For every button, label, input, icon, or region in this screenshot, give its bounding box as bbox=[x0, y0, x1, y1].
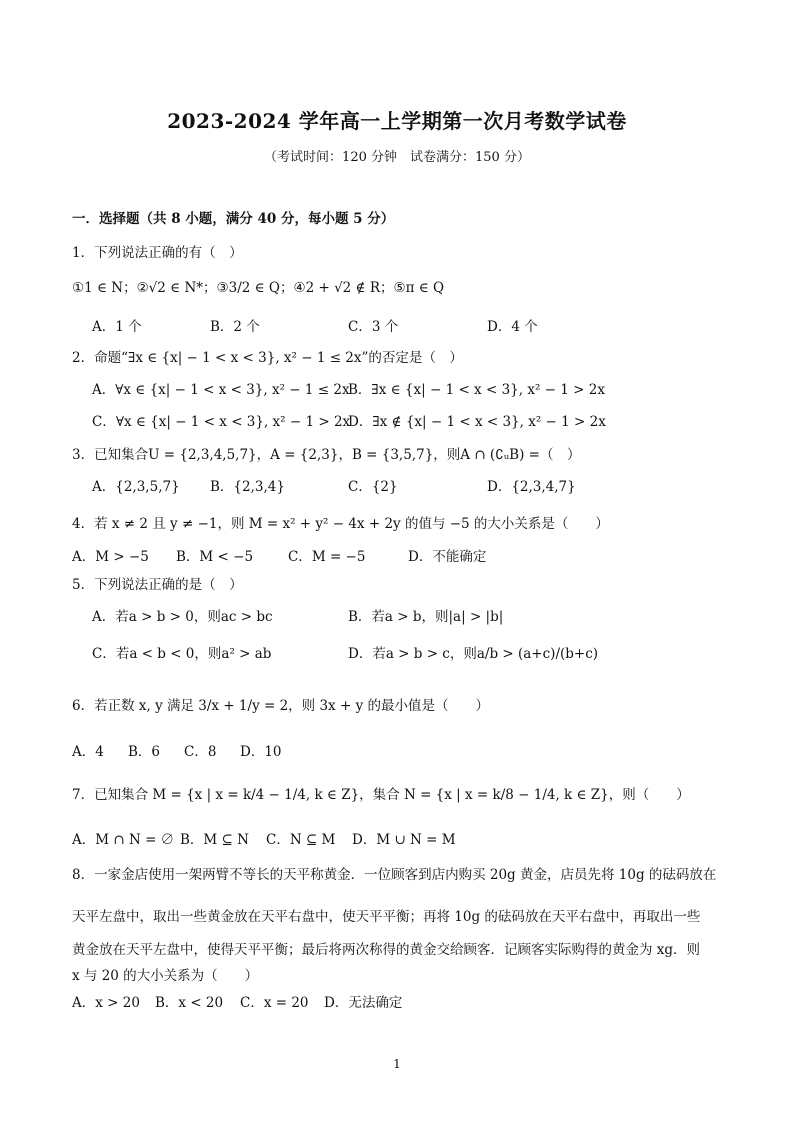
question-5-option-d: D．若a > b > c，则a/b > (a+c)/(b+c) bbox=[348, 646, 599, 662]
question-1-option-c: C．3 个 bbox=[348, 319, 399, 335]
question-5-option-c: C．若a < b < 0，则a² > ab bbox=[92, 646, 272, 662]
question-3-option-a: A．{2,3,5,7} bbox=[92, 479, 180, 495]
question-2-option-d: D．∃x ∉ {x| − 1 < x < 3}, x² − 1 > 2x bbox=[348, 414, 606, 430]
page-title: 2023-2024 学年高一上学期第一次月考数学试卷 bbox=[167, 109, 627, 133]
question-7-option-c: C．N ⊆ M bbox=[266, 832, 336, 848]
section-heading: 一．选择题（共 8 小题，满分 40 分，每小题 5 分） bbox=[72, 211, 395, 227]
page-number: 1 bbox=[393, 1057, 401, 1071]
question-2-option-a: A．∀x ∈ {x| − 1 < x < 3}, x² − 1 ≤ 2x bbox=[92, 382, 350, 398]
question-8-option-d: D．无法确定 bbox=[324, 995, 403, 1011]
question-6-option-b: B．6 bbox=[128, 744, 161, 760]
question-8-line-3: 黄金放在天平左盘中，使得天平平衡；最后将两次称得的黄金交给顾客．记顾客实际购得的黄金为 xg．则 bbox=[72, 942, 701, 958]
question-3-option-d: D．{2,3,4,7} bbox=[487, 479, 576, 495]
question-8-option-a: A．x > 20 bbox=[72, 995, 140, 1011]
question-3-option-b: B．{2,3,4} bbox=[210, 479, 285, 495]
question-7-option-d: D．M ∪ N = M bbox=[352, 832, 456, 848]
question-8-line-1: 8．一家金店使用一架两臂不等长的天平称黄金．一位顾客到店内购买 20g 黄金，店员先将 10g 的砝码放在 bbox=[72, 867, 717, 883]
question-1-option-d: D．4 个 bbox=[487, 319, 538, 335]
question-5-option-b: B．若a > b，则|a| > |b| bbox=[348, 609, 504, 625]
exam-info: （考试时间：120 分钟 试卷满分：150 分） bbox=[264, 150, 530, 165]
question-6-option-d: D．10 bbox=[240, 744, 282, 760]
question-1-stem: 1．下列说法正确的有（ ） bbox=[72, 245, 243, 261]
question-2-option-c: C．∀x ∈ {x| − 1 < x < 3}, x² − 1 > 2x bbox=[92, 414, 351, 430]
question-7-stem: 7．已知集合 M = {x | x = k/4 − 1/4, k ∈ Z}，集合 N = {x | x = k/8 − 1/4, k ∈ Z}，则（ ） bbox=[72, 787, 690, 803]
question-6-stem: 6．若正数 x, y 满足 3/x + 1/y = 2，则 3x + y 的最小值是（ ） bbox=[72, 698, 489, 714]
question-3-stem: 3．已知集合U = {2,3,4,5,7}，A = {2,3}，B = {3,5,7}，则A ∩ (∁ᵤB) =（ ） bbox=[72, 447, 581, 463]
question-5-option-a: A．若a > b > 0，则ac > bc bbox=[92, 609, 273, 625]
question-1-statements: ①1 ∈ N；②√2 ∈ N*；③3/2 ∈ Q；④2 + √2 ∉ R；⑤π ∈ Q bbox=[72, 280, 445, 296]
question-4-option-d: D．不能确定 bbox=[408, 549, 487, 565]
question-4-option-a: A．M > −5 bbox=[72, 549, 149, 565]
question-2-option-b: B．∃x ∈ {x| − 1 < x < 3}, x² − 1 > 2x bbox=[348, 382, 605, 398]
question-6-option-a: A．4 bbox=[72, 744, 104, 760]
question-8-option-b: B．x < 20 bbox=[155, 995, 224, 1011]
question-7-option-a: A．M ∩ N = ∅ bbox=[72, 832, 175, 848]
question-3-option-c: C．{2} bbox=[348, 479, 398, 495]
question-8-line-2: 天平左盘中，取出一些黄金放在天平右盘中，使天平平衡；再将 10g 的砝码放在天平右盘中，再取出一些 bbox=[72, 909, 701, 925]
question-8-option-c: C．x = 20 bbox=[240, 995, 309, 1011]
question-7-option-b: B．M ⊆ N bbox=[180, 832, 249, 848]
question-4-option-b: B．M < −5 bbox=[176, 549, 254, 565]
question-4-option-c: C．M = −5 bbox=[288, 549, 366, 565]
question-6-option-c: C．8 bbox=[184, 744, 217, 760]
question-1-option-b: B．2 个 bbox=[210, 319, 260, 335]
question-8-line-4: x 与 20 的大小关系为（ ） bbox=[72, 968, 259, 984]
question-1-option-a: A．1 个 bbox=[92, 319, 142, 335]
question-5-stem: 5．下列说法正确的是（ ） bbox=[72, 577, 243, 593]
question-4-stem: 4．若 x ≠ 2 且 y ≠ −1，则 M = x² + y² − 4x + 2y 的值与 −5 的大小关系是（ ） bbox=[72, 516, 609, 532]
question-2-stem: 2．命题“∃x ∈ {x| − 1 < x < 3}, x² − 1 ≤ 2x”的否定是（ ） bbox=[72, 350, 463, 366]
